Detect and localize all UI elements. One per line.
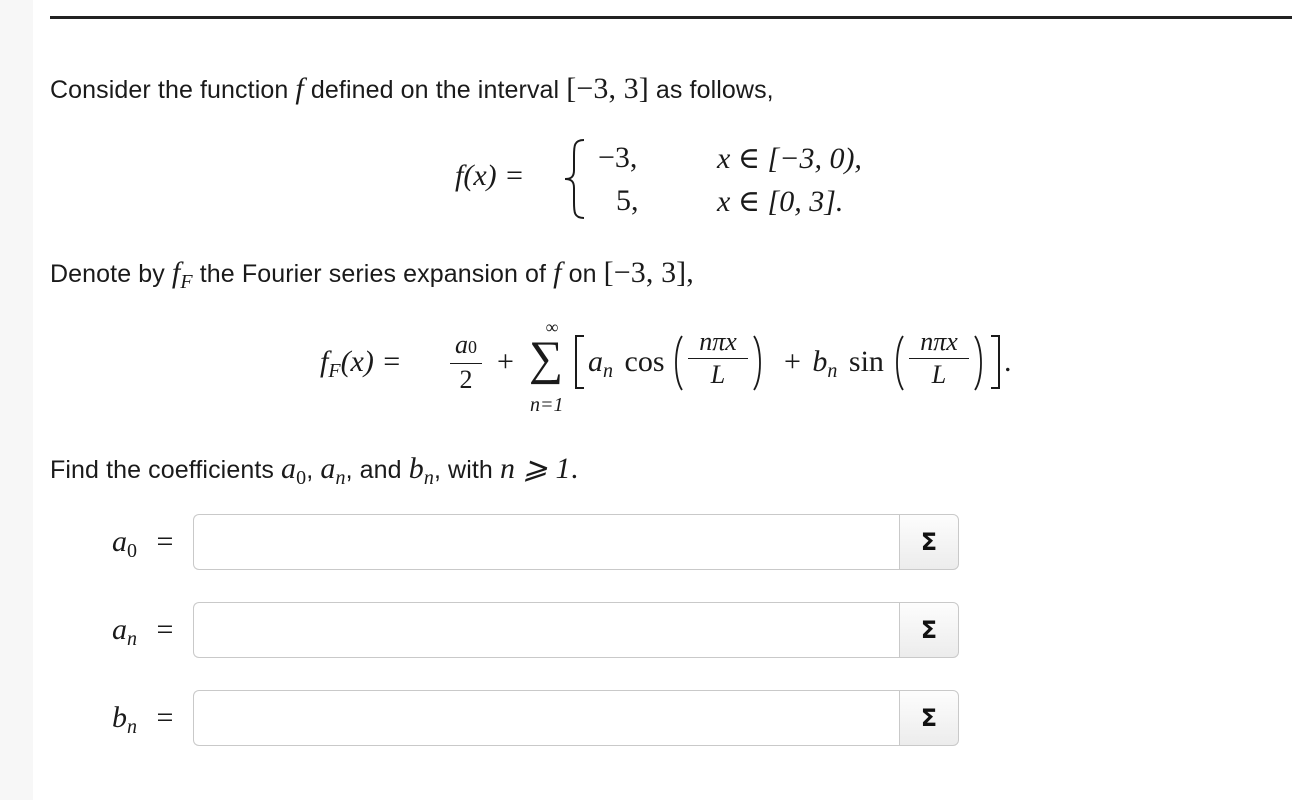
series-lhs-arg: (x) = bbox=[340, 345, 402, 378]
an-label-eq: = bbox=[156, 613, 174, 646]
intro-interval: [−3, 3] bbox=[566, 72, 649, 105]
a0-over-2 bbox=[446, 331, 486, 394]
a0-answer-label bbox=[112, 525, 174, 562]
an-symbol: a bbox=[588, 345, 603, 378]
an-label-var: a bbox=[112, 613, 127, 646]
an-answer-label bbox=[112, 613, 174, 650]
find-condition: n ⩾ 1 bbox=[499, 452, 571, 485]
case-2-value: 5, bbox=[616, 184, 639, 217]
intro-middle: defined on the interval bbox=[303, 76, 567, 104]
bn-equation-editor-button[interactable] bbox=[899, 690, 959, 746]
bn-sub: n bbox=[827, 360, 838, 382]
intro-suffix: as follows, bbox=[648, 76, 774, 104]
intro-sentence bbox=[50, 72, 774, 106]
bn-symbol: b bbox=[812, 345, 828, 378]
sigma-icon: Σ bbox=[920, 528, 938, 556]
cos-paren-right bbox=[752, 334, 766, 392]
a0-fraction-bar bbox=[450, 363, 482, 364]
plus-sign-1: + bbox=[497, 345, 514, 378]
series-lhs bbox=[320, 345, 402, 382]
sin-arg-num: nπx bbox=[920, 327, 958, 356]
a0-equation-editor-button[interactable] bbox=[899, 514, 959, 570]
left-gutter bbox=[0, 0, 33, 800]
cos-label: cos bbox=[624, 345, 665, 378]
a0-input[interactable] bbox=[193, 514, 899, 570]
denote-f: f bbox=[553, 256, 562, 289]
a0-num-sub: 0 bbox=[468, 337, 477, 357]
case-1-condition: x ∈ [−3, 0), bbox=[717, 142, 862, 175]
plus-sign-2: + bbox=[784, 345, 801, 378]
sum-upper: ∞ bbox=[545, 317, 559, 337]
sin-argument bbox=[907, 328, 971, 389]
an-input[interactable] bbox=[193, 602, 899, 658]
find-prefix: Find the coefficients bbox=[50, 456, 282, 484]
a0-label-sub: 0 bbox=[127, 540, 137, 562]
an-equation-editor-button[interactable] bbox=[899, 602, 959, 658]
right-bracket bbox=[989, 334, 1003, 390]
case-2-condition: x ∈ [0, 3]. bbox=[717, 185, 844, 218]
denote-on: on bbox=[561, 260, 604, 288]
left-brace bbox=[562, 138, 588, 220]
sin-arg-bar bbox=[909, 358, 969, 359]
series-lhs-f: f bbox=[320, 345, 329, 378]
sigma-symbol: ∑ bbox=[529, 332, 564, 385]
find-bn-sub: n bbox=[423, 467, 434, 489]
find-an-sub: n bbox=[335, 467, 346, 489]
denote-middle: the Fourier series expansion of bbox=[192, 260, 554, 288]
find-sentence bbox=[50, 451, 579, 489]
cos-arg-bar bbox=[688, 358, 748, 359]
sin-label: sin bbox=[848, 345, 884, 378]
sin-paren-right bbox=[973, 334, 987, 392]
left-bracket bbox=[572, 334, 586, 390]
sigma-icon: Σ bbox=[920, 616, 938, 644]
piecewise-lhs: f(x) = bbox=[455, 159, 525, 192]
an-label-sub: n bbox=[127, 628, 137, 650]
bn-label-sub: n bbox=[127, 716, 137, 738]
intro-prefix: Consider the function bbox=[50, 76, 296, 104]
an-sub: n bbox=[603, 360, 613, 382]
bn-answer-label bbox=[112, 701, 174, 738]
sigma-icon: Σ bbox=[920, 704, 938, 732]
sin-arg-den: L bbox=[931, 360, 947, 389]
cos-paren-left bbox=[670, 334, 684, 392]
find-period: . bbox=[570, 452, 579, 485]
bn-label-eq: = bbox=[156, 701, 174, 734]
find-an: a bbox=[320, 452, 336, 485]
cos-arg-num: nπx bbox=[699, 327, 737, 356]
denote-fF-sub: F bbox=[180, 271, 193, 293]
series-period: . bbox=[1004, 345, 1012, 378]
find-a0: a bbox=[281, 452, 297, 485]
denote-prefix: Denote by bbox=[50, 260, 172, 288]
find-and: , and bbox=[345, 456, 409, 484]
sum-lower: n=1 bbox=[530, 394, 564, 416]
find-a0-sub: 0 bbox=[296, 467, 307, 489]
a0-den: 2 bbox=[459, 365, 473, 394]
find-bn: b bbox=[408, 452, 424, 485]
find-comma-1: , bbox=[306, 456, 321, 484]
denote-fF: f bbox=[171, 256, 181, 289]
bn-input[interactable] bbox=[193, 690, 899, 746]
denote-interval: [−3, 3], bbox=[603, 256, 694, 289]
top-divider bbox=[50, 16, 1292, 19]
intro-f: f bbox=[295, 72, 304, 105]
bn-sin-term bbox=[784, 345, 884, 382]
an-cos-term bbox=[588, 345, 665, 382]
find-with: , with bbox=[433, 456, 500, 484]
a0-num: a bbox=[455, 330, 468, 359]
series-lhs-sub: F bbox=[328, 360, 341, 382]
denote-sentence bbox=[50, 256, 694, 293]
bn-label-var: b bbox=[112, 701, 127, 734]
sin-paren-left bbox=[891, 334, 905, 392]
a0-label-eq: = bbox=[156, 525, 174, 558]
case-1-value: −3, bbox=[598, 141, 638, 174]
cos-argument bbox=[686, 328, 750, 389]
cos-arg-den: L bbox=[710, 360, 726, 389]
a0-label-var: a bbox=[112, 525, 127, 558]
